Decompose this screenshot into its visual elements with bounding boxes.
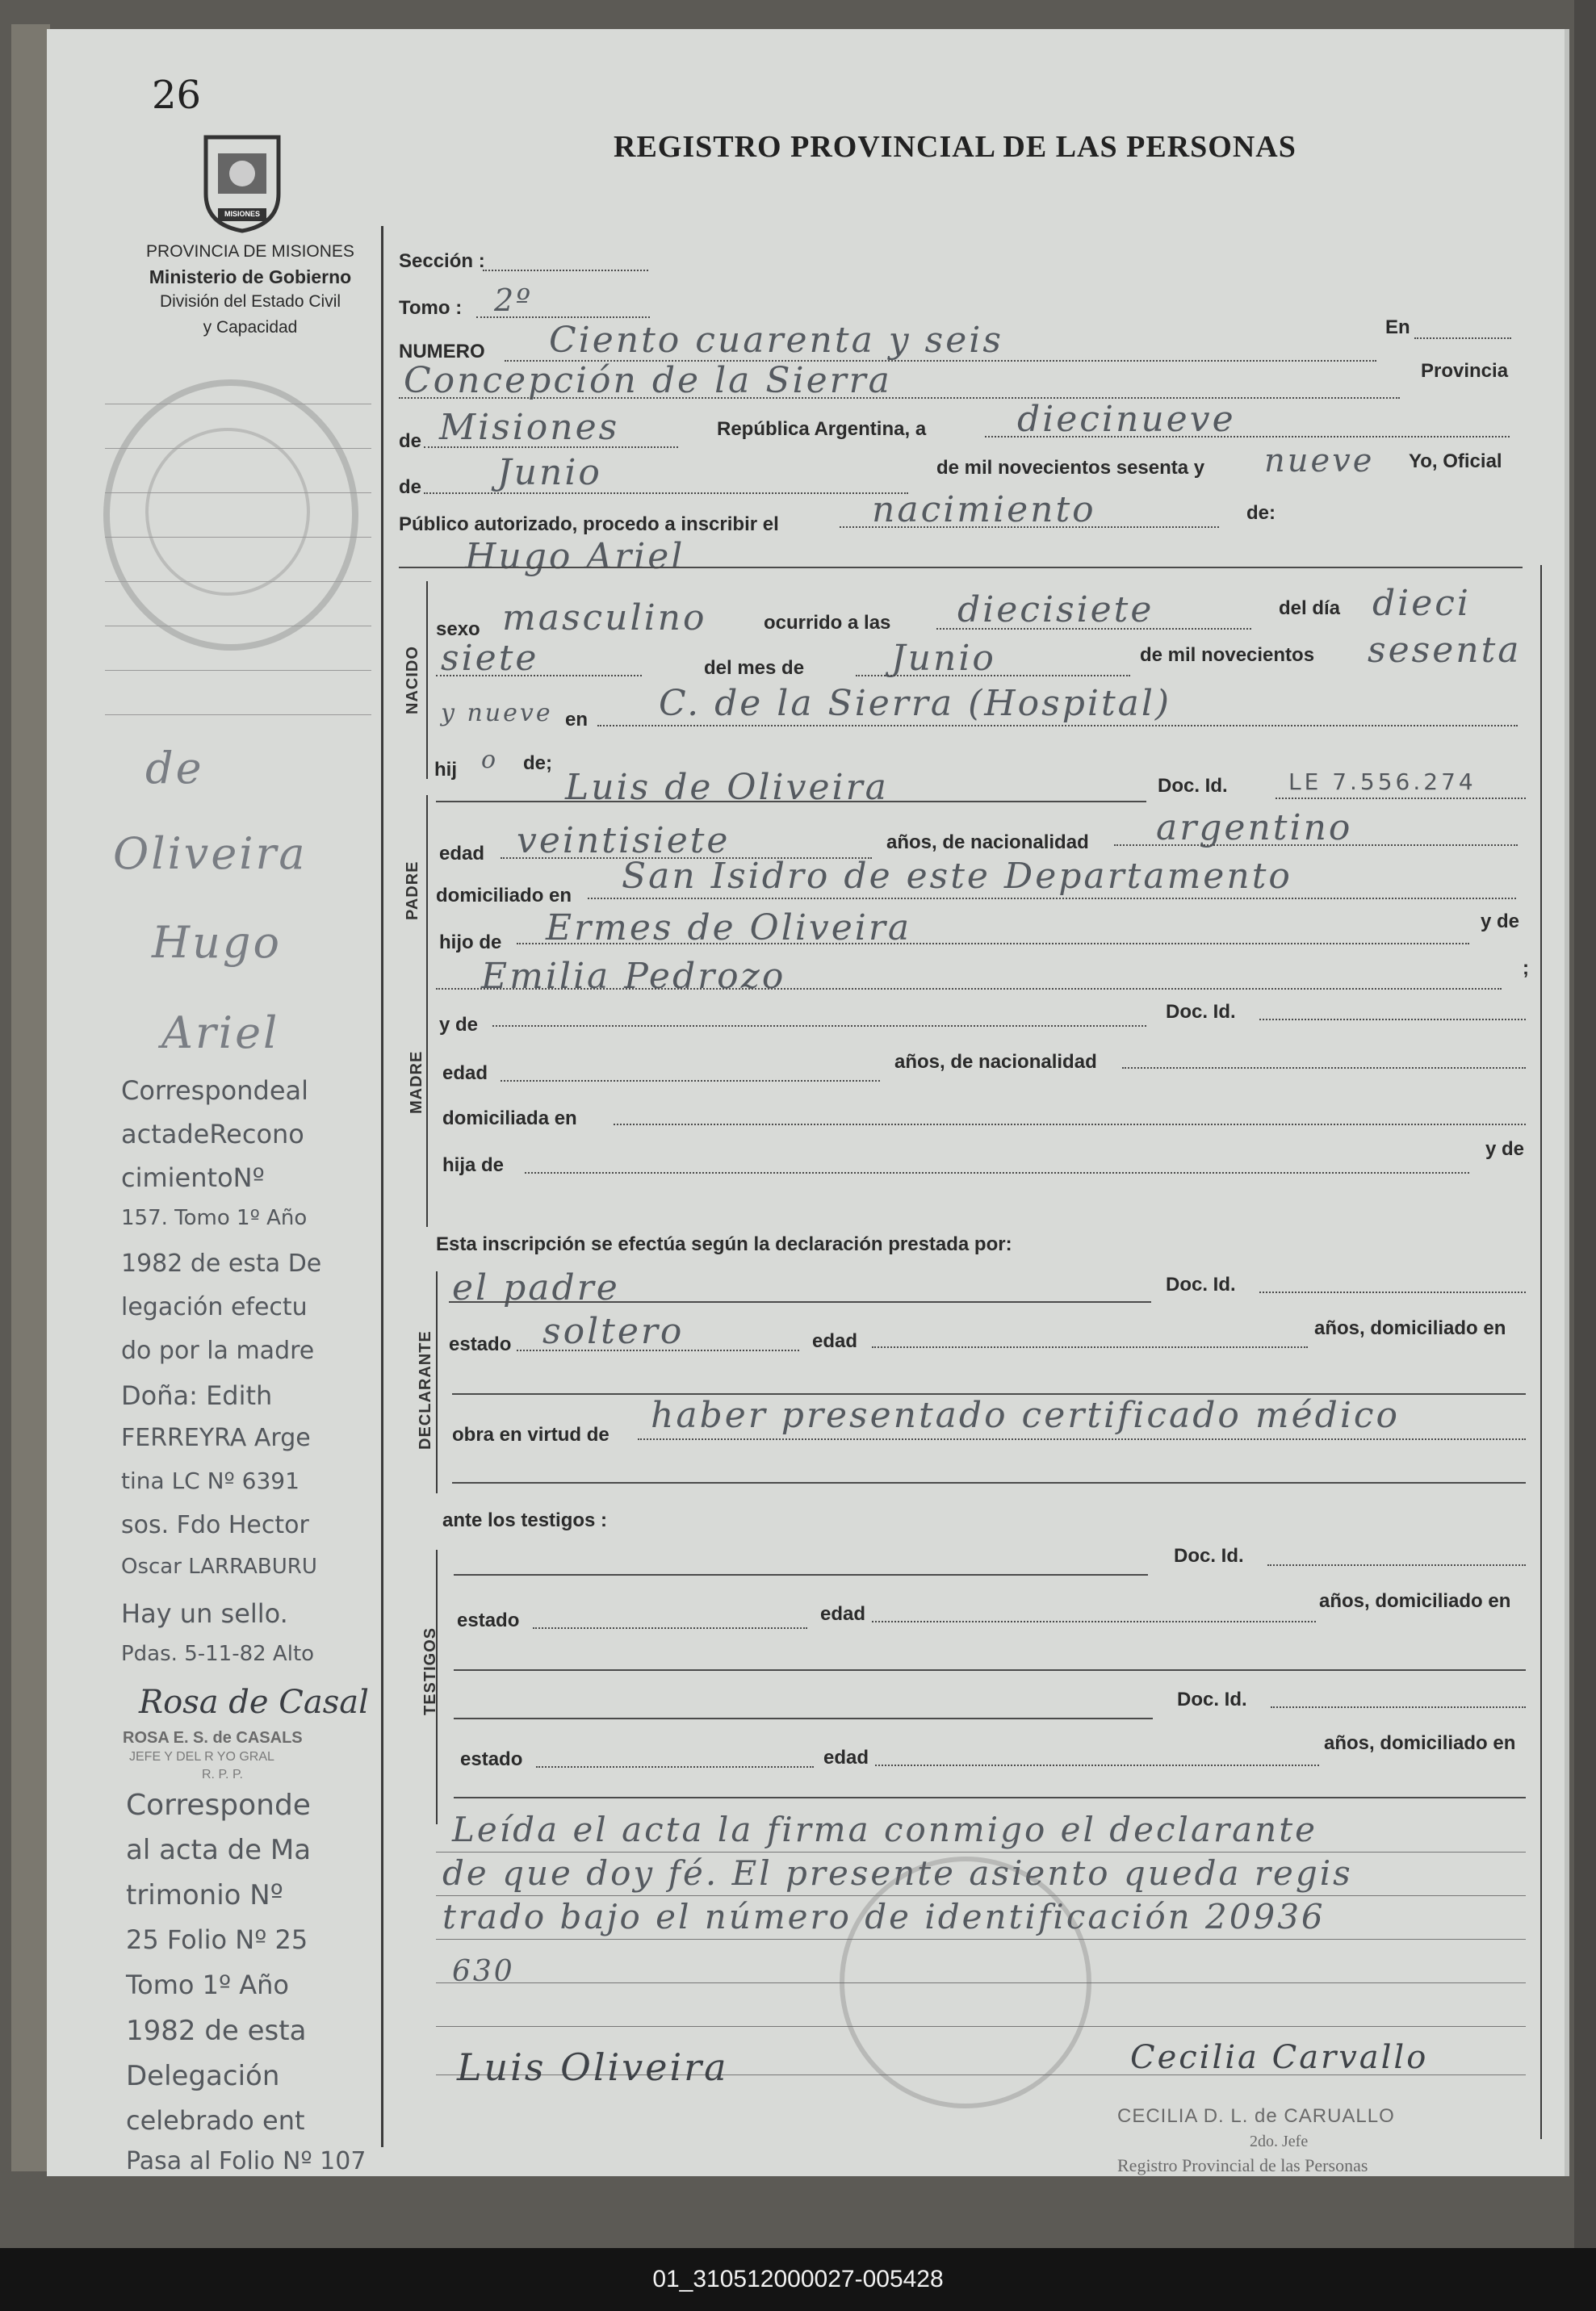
father-hijo-de-label: hijo de (439, 932, 502, 953)
declarant-name-value: el padre (452, 1267, 620, 1308)
witness1-domiciliado-label: años, domiciliado en (1319, 1590, 1511, 1612)
en-label: En (1385, 316, 1410, 338)
father-edad-value: veintisiete (517, 820, 731, 861)
padre-section-label: PADRE (404, 860, 421, 920)
margin-note2-line: trimonio Nº (126, 1879, 283, 1911)
province-line (424, 446, 678, 448)
closing-line-1: Leída el acta la firma conmigo el declarante (452, 1810, 1317, 1849)
margin-note2-line: Tomo 1º Año (126, 1970, 289, 2000)
margin-note-line: 157. Tomo 1º Año (121, 1206, 308, 1230)
province-seal-icon (194, 129, 291, 234)
del-dia-label: del día (1279, 597, 1341, 619)
child-name-line (399, 567, 1523, 568)
witness1-edad-label: edad (820, 1603, 866, 1625)
hour-value: diecisiete (957, 589, 1154, 630)
father-mother-line (436, 988, 1502, 990)
father-nac-value: argentino (1156, 807, 1353, 848)
next-page-edge (1574, 0, 1596, 2248)
father-doc-value: LE 7.556.274 (1288, 768, 1477, 795)
margin-note-line: 1982 de esta De (121, 1250, 322, 1278)
father-hijo-de-line (517, 943, 1469, 944)
hijo-suffix: o (481, 746, 499, 774)
de-label: de (399, 430, 422, 452)
margin-note-line: FERREYRA Arge (121, 1424, 311, 1452)
en-label-nacido: en (565, 709, 589, 731)
witness1-doc-label: Doc. Id. (1174, 1545, 1244, 1567)
witness2-doc-label: Doc. Id. (1177, 1689, 1247, 1710)
father-domicilio-value: San Isidro de este Departamento (622, 856, 1292, 897)
official-title: 2do. Jefe (1250, 2133, 1309, 2150)
declarant-edad-label: edad (812, 1330, 858, 1352)
mother-hija-line (525, 1172, 1469, 1174)
place-line (399, 397, 1400, 399)
form-left-border (381, 226, 383, 2147)
father-nac-line (1114, 844, 1518, 846)
numero-label: NUMERO (399, 341, 485, 362)
declarant-estado-value: soltero (542, 1311, 685, 1352)
ocurrido-label: ocurrido a las (764, 612, 891, 634)
father-domicilio-label: domiciliado en (436, 885, 572, 906)
official-office: Registro Provincial de las Personas (1117, 2155, 1368, 2175)
father-anios-label: años, de nacionalidad (886, 831, 1089, 853)
witness1-estado-line (533, 1627, 807, 1629)
hour-line (936, 628, 1251, 630)
book-binding (11, 24, 50, 2171)
margin-stamp-sub: R. P. P. (202, 1768, 243, 1781)
office-line-2: Ministerio de Gobierno (149, 266, 352, 287)
mother-doc-label: Doc. Id. (1166, 1001, 1236, 1023)
witness2-domiciliado-label: años, domiciliado en (1324, 1732, 1516, 1754)
witness2-estado-line (536, 1766, 814, 1768)
seal-label: MISIONES (224, 210, 260, 218)
margin-signature: Rosa de Casal (139, 1684, 369, 1721)
father-edad-label: edad (439, 843, 485, 865)
father-doc-label: Doc. Id. (1158, 775, 1228, 797)
declarant-domiciliado-label: años, domiciliado en (1314, 1317, 1506, 1339)
witness1-doc-line (1267, 1564, 1526, 1566)
day-line (985, 436, 1510, 437)
margin-note2-line: celebrado ent (126, 2105, 305, 2136)
declarant-name-line (449, 1301, 1151, 1303)
dia-value-2: siete (441, 638, 539, 679)
mother-name-line (492, 1025, 1146, 1027)
tomo-label: Tomo : (399, 297, 463, 319)
sexo-label: sexo (436, 618, 480, 640)
provincia-label: Provincia (1421, 360, 1509, 382)
father-name-line (436, 801, 1146, 802)
month-line (424, 492, 908, 494)
month-value: Junio (497, 452, 602, 493)
margin-note-line: legación efectu (121, 1293, 308, 1321)
mother-y-de-label-2: y de (1485, 1138, 1525, 1160)
margin-rule (105, 581, 371, 582)
place-value: Concepción de la Sierra (404, 360, 892, 401)
margin-note-line: actadeRecono (121, 1119, 304, 1149)
tomo-value: 2º (494, 283, 534, 318)
sexo-value: masculino (502, 597, 707, 638)
closing-line-4: 630 (452, 1955, 515, 1988)
anio-value-2: y nueve (441, 699, 553, 727)
day-value: diecinueve (1017, 399, 1236, 440)
office-line-3: División del Estado Civil (159, 292, 341, 311)
madre-section-label: MADRE (408, 1050, 425, 1114)
mother-anios-label: años, de nacionalidad (894, 1051, 1097, 1073)
testigos-intro: ante los testigos : (442, 1509, 608, 1531)
margin-note-line: Hay un sello. (121, 1598, 288, 1629)
form-right-border (1540, 565, 1542, 2139)
margin-note2-line: 25 Folio Nº 25 (126, 1924, 308, 1955)
margin-rule (105, 714, 371, 715)
margin-note-line: Pdas. 5-11-82 Alto (121, 1642, 315, 1666)
declarant-signature: Luis Oliveira (457, 2045, 729, 2089)
margin-name-3: Hugo (152, 917, 282, 968)
margin-stamp-name: ROSA E. S. de CASALS (123, 1729, 303, 1747)
nacido-inner-border (426, 581, 428, 779)
child-name-value: Hugo Ariel (465, 536, 685, 577)
madre-inner-border (426, 1009, 428, 1227)
official-stamp-icon (840, 1857, 1091, 2108)
margin-rule (105, 537, 371, 538)
witness1-name-line (454, 1574, 1148, 1576)
dia-line (436, 675, 642, 676)
testigos-section-label: TESTIGOS (421, 1626, 439, 1715)
margin-note2-line: 1982 de esta (126, 2015, 307, 2047)
margin-stamp-role: JEFE Y DEL R YO GRAL (129, 1750, 274, 1764)
image-caption: 01_310512000027-005428 (0, 2248, 1596, 2311)
margin-rule (105, 492, 371, 493)
witness1-estado-label: estado (457, 1610, 520, 1631)
lugar-line (597, 725, 1518, 726)
seccion-line (483, 270, 648, 271)
declarant-doc-label: Doc. Id. (1166, 1274, 1236, 1296)
margin-pasa-folio: Pasa al Folio Nº 107 (126, 2147, 367, 2175)
year-value: nueve (1264, 442, 1375, 479)
father-mother-value: Emilia Pedrozo (481, 956, 786, 997)
margin-name-1: de (145, 743, 204, 793)
registry-stamp-inner-icon (145, 428, 310, 596)
witness1-edad-line (872, 1621, 1316, 1622)
declarant-estado-label: estado (449, 1333, 512, 1355)
declarant-obra-label: obra en virtud de (452, 1424, 609, 1446)
declarante-inner-border (436, 1271, 438, 1493)
witness2-name-line (454, 1718, 1153, 1719)
mother-doc-line (1259, 1019, 1526, 1020)
lugar-value: C. de la Sierra (Hospital) (659, 683, 1172, 724)
padre-inner-border (426, 795, 428, 1009)
seccion-label: Sección : (399, 250, 485, 272)
father-y-de-label: y de (1481, 911, 1520, 932)
witness2-doc-line (1271, 1706, 1526, 1708)
father-name-value: Luis de Oliveira (565, 767, 889, 808)
year-label: de mil novecientos sesenta y (936, 457, 1205, 479)
father-domicilio-line (588, 898, 1516, 899)
anio-value-1: sesenta (1368, 630, 1522, 671)
act-value: nacimiento (872, 489, 1096, 530)
mil-label: de mil novecientos (1140, 644, 1315, 666)
declarant-obra-value: haber presentado certificado médico (651, 1395, 1401, 1436)
margin-note-line: Oscar LARRABURU (121, 1555, 317, 1579)
witness2-edad-line (875, 1765, 1319, 1766)
hijo-label: hij (434, 759, 457, 781)
declarant-obra-line (638, 1438, 1526, 1440)
closing-line-2: de que doy fé. El presente asiento queda regis (442, 1853, 1353, 1893)
dia-value-1: dieci (1372, 583, 1471, 624)
en-line (1414, 337, 1511, 339)
margin-rule (105, 670, 371, 671)
margin-note-line: Doña: Edith (121, 1380, 273, 1411)
act-line (840, 526, 1219, 528)
witness2-edad-label: edad (823, 1747, 869, 1769)
closing-line-3: trado bajo el número de identificación 20936 (442, 1897, 1326, 1936)
nacido-section-label: NACIDO (404, 646, 421, 714)
closing-rule-1 (436, 1852, 1526, 1853)
de-colon-label: de: (1246, 502, 1276, 524)
publico-label: Público autorizado, procedo a inscribir el (399, 513, 779, 535)
oficial-label: Yo, Oficial (1409, 450, 1502, 472)
province-value: Misiones (439, 407, 620, 448)
mother-edad-label: edad (442, 1062, 488, 1084)
declarant-edad-line (872, 1346, 1308, 1348)
margin-note-line: Correspondeal (121, 1075, 308, 1106)
margin-note-line: sos. Fdo Hector (121, 1511, 309, 1539)
margin-rule (105, 448, 371, 449)
official-name: CECILIA D. L. de CARUALLO (1117, 2105, 1395, 2127)
mother-edad-line (501, 1080, 880, 1082)
office-line-1: PROVINCIA DE MISIONES (146, 242, 354, 261)
mes-line (856, 675, 1130, 676)
declarante-intro: Esta inscripción se efectúa según la declaración prestada por: (436, 1233, 1012, 1255)
father-doc-line (1276, 798, 1526, 799)
margin-note2-line: Corresponde (126, 1789, 311, 1822)
official-signature: Cecilia Carvallo (1130, 2039, 1429, 2076)
margin-name-2: Oliveira (113, 828, 308, 879)
father-hijo-de-value: Ermes de Oliveira (546, 907, 912, 948)
republica-label: República Argentina, a (717, 418, 927, 440)
margin-note-line: cimientoNº (121, 1162, 265, 1193)
mother-y-de-label: y de (439, 1014, 479, 1036)
margin-note2-line: Delegación (126, 2060, 280, 2092)
mother-hija-label: hija de (442, 1154, 505, 1176)
office-line-4: y Capacidad (203, 318, 298, 337)
margin-note-line: do por la madre (121, 1337, 315, 1365)
declarante-section-label: DECLARANTE (417, 1330, 434, 1450)
declarant-extra-line (452, 1482, 1526, 1484)
document-title: REGISTRO PROVINCIAL DE LAS PERSONAS (614, 130, 1296, 164)
de-label-2: de (399, 476, 422, 498)
witness2-address-line (454, 1797, 1526, 1798)
witness2-estado-label: estado (460, 1748, 523, 1770)
mother-domicilio-line (614, 1124, 1526, 1125)
margin-note-line: tina LC Nº 6391 (121, 1467, 300, 1494)
del-mes-label: del mes de (704, 657, 805, 679)
mother-nac-line (1122, 1067, 1526, 1069)
margin-name-4: Ariel (161, 1007, 280, 1058)
margin-note2-line: al acta de Ma (126, 1834, 312, 1866)
witness1-address-line (454, 1669, 1526, 1671)
page-number: 26 (152, 73, 202, 118)
declarant-doc-line (1259, 1292, 1526, 1293)
de-hijo-label: de; (523, 752, 552, 774)
tomo-line (476, 316, 650, 318)
numero-value: Ciento cuarenta y seis (549, 320, 1003, 361)
mes-value: Junio (891, 638, 996, 679)
father-semicolon: ; (1523, 957, 1529, 979)
declarant-estado-line (517, 1350, 799, 1351)
mother-domicilio-label: domiciliada en (442, 1107, 577, 1129)
